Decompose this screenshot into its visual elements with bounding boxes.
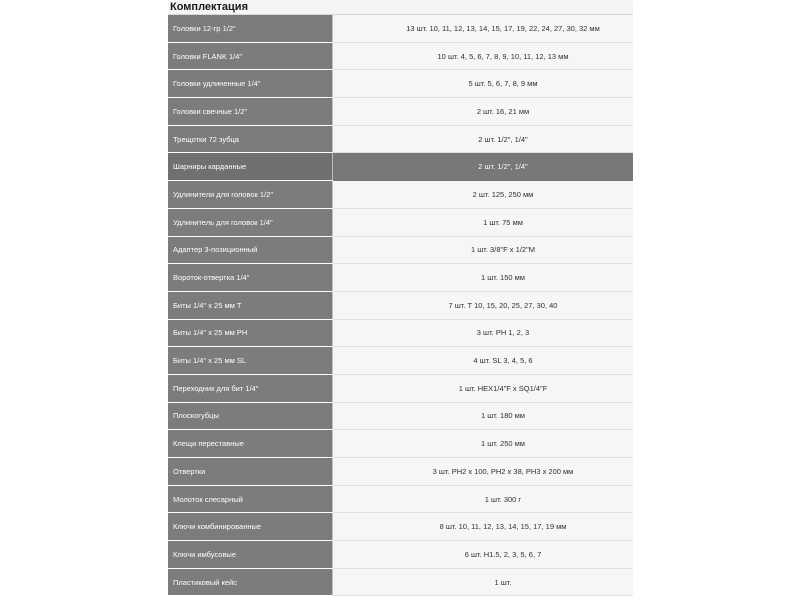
table-row bbox=[168, 568, 633, 596]
spec-value: 2 шт. 16, 21 мм bbox=[333, 98, 634, 126]
table-row-highlighted[interactable] bbox=[168, 153, 633, 181]
table-row bbox=[168, 70, 633, 98]
spec-value: 4 шт. SL 3, 4, 5, 6 bbox=[333, 347, 634, 375]
table-row bbox=[168, 541, 633, 569]
spec-name: Головки 12-гр 1/2" bbox=[168, 15, 333, 42]
spec-name: Биты 1/4" x 25 мм PH bbox=[168, 319, 333, 347]
spec-name: Биты 1/4" x 25 мм T bbox=[168, 291, 333, 319]
spec-value: 2 шт. 1/2", 1/4" bbox=[333, 125, 634, 153]
table-row bbox=[168, 430, 633, 458]
spec-name: Вороток-отвертка 1/4" bbox=[168, 264, 333, 292]
section-title: Комплектация bbox=[168, 0, 633, 15]
table-row bbox=[168, 125, 633, 153]
table-row bbox=[168, 319, 633, 347]
spec-name: Удлинитель для головок 1/4" bbox=[168, 208, 333, 236]
spec-value: 1 шт. 300 г bbox=[333, 485, 634, 513]
spec-name: Клещи переставные bbox=[168, 430, 333, 458]
spec-value: 3 шт. PH2 x 100, PH2 x 38, PH3 x 200 мм bbox=[333, 458, 634, 486]
spec-name: Отвертки bbox=[168, 458, 333, 486]
table-row bbox=[168, 42, 633, 70]
spec-name: Головки FLANK 1/4" bbox=[168, 42, 333, 70]
table-row bbox=[168, 208, 633, 236]
spec-value: 8 шт. 10, 11, 12, 13, 14, 15, 17, 19 мм bbox=[333, 513, 634, 541]
spec-name: Биты 1/4" x 25 мм SL bbox=[168, 347, 333, 375]
spec-value: 2 шт. 125, 250 мм bbox=[333, 181, 634, 209]
table-row bbox=[168, 513, 633, 541]
spec-value: 1 шт. bbox=[333, 568, 634, 596]
spec-value: 1 шт. 3/8"F x 1/2"M bbox=[333, 236, 634, 264]
table-row bbox=[168, 458, 633, 486]
specification-table bbox=[168, 15, 633, 596]
table-row bbox=[168, 181, 633, 209]
table-row bbox=[168, 374, 633, 402]
spec-name: Адаптер 3-позиционный bbox=[168, 236, 333, 264]
table-row bbox=[168, 98, 633, 126]
specification-block bbox=[168, 0, 633, 596]
spec-value: 1 шт. 180 мм bbox=[333, 402, 634, 430]
spec-value: 10 шт. 4, 5, 6, 7, 8, 9, 10, 11, 12, 13 мм bbox=[333, 42, 634, 70]
spec-value: 7 шт. T 10, 15, 20, 25, 27, 30, 40 bbox=[333, 291, 634, 319]
spec-name: Удлинители для головок 1/2" bbox=[168, 181, 333, 209]
spec-name: Плоскогубцы bbox=[168, 402, 333, 430]
spec-value: 2 шт. 1/2", 1/4" bbox=[333, 153, 634, 181]
table-row bbox=[168, 291, 633, 319]
spec-name: Шарниры карданные bbox=[168, 153, 333, 181]
spec-name: Переходник для бит 1/4" bbox=[168, 374, 333, 402]
table-row bbox=[168, 347, 633, 375]
spec-name: Молоток слесарный bbox=[168, 485, 333, 513]
spec-value: 1 шт. HEX1/4"F x SQ1/4"F bbox=[333, 374, 634, 402]
spec-name: Ключи комбинированные bbox=[168, 513, 333, 541]
spec-value: 6 шт. H1.5, 2, 3, 5, 6, 7 bbox=[333, 541, 634, 569]
spec-value: 3 шт. PH 1, 2, 3 bbox=[333, 319, 634, 347]
spec-value: 13 шт. 10, 11, 12, 13, 14, 15, 17, 19, 22, 24, 27, 30, 32 мм bbox=[333, 15, 634, 42]
table-row bbox=[168, 236, 633, 264]
table-row bbox=[168, 15, 633, 42]
spec-value: 5 шт. 5, 6, 7, 8, 9 мм bbox=[333, 70, 634, 98]
spec-name: Трещотки 72 зубца bbox=[168, 125, 333, 153]
spec-name: Головки свечные 1/2" bbox=[168, 98, 333, 126]
spec-name: Пластиковый кейс bbox=[168, 568, 333, 596]
table-row bbox=[168, 264, 633, 292]
spec-value: 1 шт. 250 мм bbox=[333, 430, 634, 458]
spec-value: 1 шт. 150 мм bbox=[333, 264, 634, 292]
spec-name: Головки удлиненные 1/4" bbox=[168, 70, 333, 98]
table-row bbox=[168, 485, 633, 513]
spec-name: Ключи имбусовые bbox=[168, 541, 333, 569]
spec-value: 1 шт. 75 мм bbox=[333, 208, 634, 236]
table-row bbox=[168, 402, 633, 430]
